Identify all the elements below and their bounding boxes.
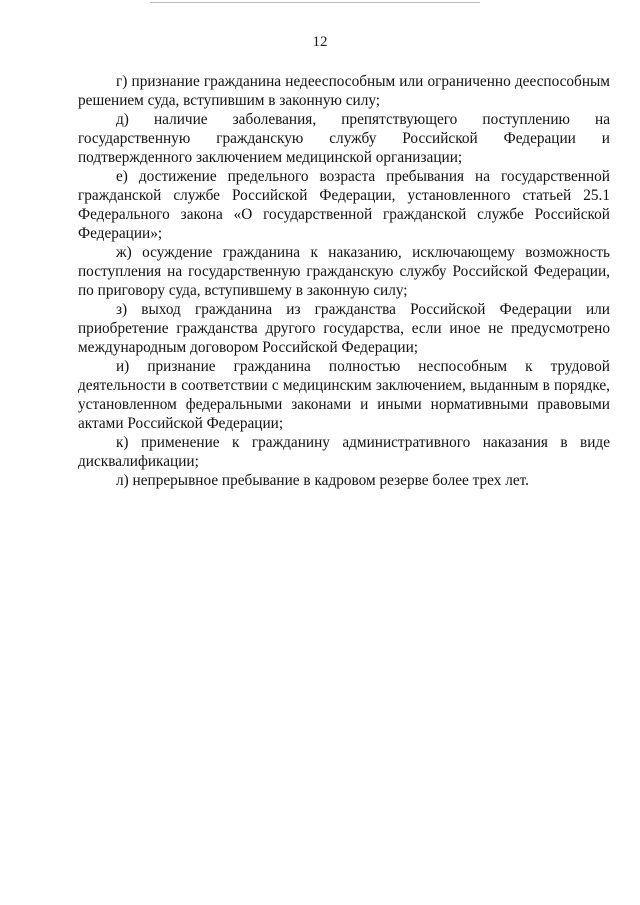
list-item-k: к) применение к гражданину административного наказания в виде дисквалификации;	[78, 434, 610, 470]
list-item-i: и) признание гражданина полностью неспособным к трудовой деятельности в соответствии с медицинским заключением, выданным в порядке, установленном федеральными законами и иными нормативными правовыми актами Российской Федерации;	[78, 358, 610, 432]
list-item-l: л) непрерывное пребывание в кадровом резерве более трех лет.	[116, 472, 529, 489]
page-number: 12	[312, 34, 328, 50]
document-body	[78, 72, 610, 490]
list-item-z: з) выход гражданина из гражданства Российской Федерации или приобретение гражданства другого государства, если иное не предусмотрено международным договором Российской Федерации;	[78, 301, 610, 356]
list-item-d: д) наличие заболевания, препятствующего поступлению на государственную гражданскую службу Российской Федерации и подтвержденного заключением медицинской организации;	[78, 111, 610, 166]
top-border-line	[150, 2, 480, 3]
list-item-zh: ж) осуждение гражданина к наказанию, исключающему возможность поступления на государственную гражданскую службу Российской Федерации, по приговору суда, вступившему в законную силу;	[78, 244, 610, 299]
list-item-e: е) достижение предельного возраста пребывания на государственной гражданской службе Российской Федерации, установленного статьей 25.1 Федерального закона «О государственной гражданской службе Российской Федерации»;	[78, 168, 610, 242]
list-item-g: г) признание гражданина недееспособным или ограниченно дееспособным решением суда, вступившим в законную силу;	[78, 73, 610, 109]
